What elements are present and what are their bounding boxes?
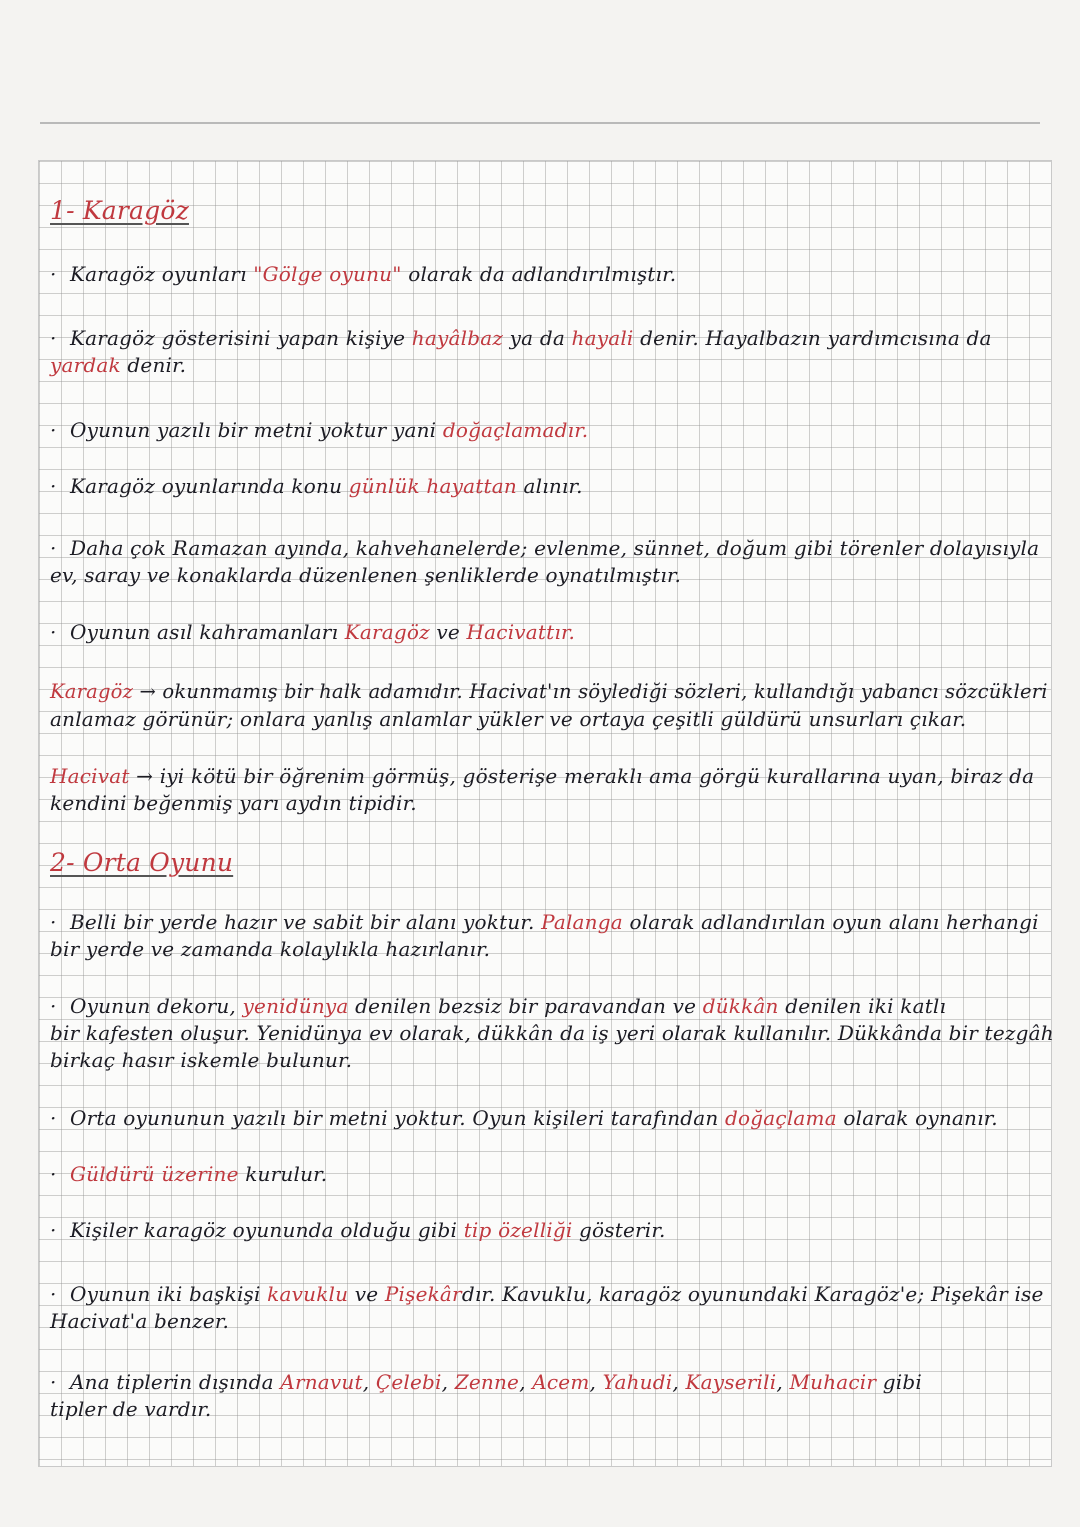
note-karagoz-desc-line1: Karagöz → okunmamış bir halk adamıdır. Hacivat'ın söylediği sözleri, kullandığı yabancı sözcükleri: [50, 680, 1048, 703]
note-tipler-line2: tipler de vardır.: [50, 1397, 212, 1421]
note-baskisi-line2: Hacivat'a benzer.: [50, 1309, 230, 1333]
note-hayalbaz-line1: · Karagöz gösterisini yapan kişiye hayâlbaz ya da hayali denir. Hayalbazın yardımcısına da: [50, 326, 992, 350]
note-dekor-line2: bir kafesten oluşur. Yenidünya ev olarak, dükkân da iş yeri olarak kullanılır. Dükkânda bir tezgâh: [50, 1021, 1054, 1045]
note-dekor-line3: birkaç hasır iskemle bulunur.: [50, 1048, 353, 1072]
page-top-rule: [40, 122, 1040, 124]
note-gunluk-hayat: · Karagöz oyunlarında konu günlük hayattan alınır.: [50, 474, 583, 498]
note-karagoz-golge: · Karagöz oyunları "Gölge oyunu" olarak da adlandırılmıştır.: [50, 262, 677, 286]
note-tip-ozelligi: · Kişiler karagöz oyununda olduğu gibi tip özelliği gösterir.: [50, 1218, 666, 1242]
note-dogaclama: · Oyunun yazılı bir metni yoktur yani doğaçlamadır.: [50, 418, 589, 442]
note-kahramanlar: · Oyunun asıl kahramanları Karagöz ve Hacivattır.: [50, 620, 576, 644]
note-palanga-line1: · Belli bir yerde hazır ve sabit bir alanı yoktur. Palanga olarak adlandırılan oyun alanı herhangi: [50, 910, 1039, 934]
note-ramazan-line1: · Daha çok Ramazan ayında, kahvehanelerde; evlenme, sünnet, doğum gibi törenler dolayısıyla: [50, 536, 1040, 560]
note-orta-dogaclama: · Orta oyununun yazılı bir metni yoktur. Oyun kişileri tarafından doğaçlama olarak oynanır.: [50, 1106, 998, 1130]
note-tipler-line1: · Ana tiplerin dışında Arnavut, Çelebi, Zenne, Acem, Yahudi, Kayserili, Muhacir gibi: [50, 1370, 922, 1394]
section-heading-orta-oyunu: 2- Orta Oyunu: [50, 848, 234, 877]
note-hacivat-desc-line2: kendini beğenmiş yarı aydın tipidir.: [50, 791, 417, 815]
note-ramazan-line2: ev, saray ve konaklarda düzenlenen şenliklerde oynatılmıştır.: [50, 563, 682, 587]
note-palanga-line2: bir yerde ve zamanda kolaylıkla hazırlanır.: [50, 937, 491, 961]
note-karagoz-desc-line2: anlamaz görünür; onlara yanlış anlamlar yükler ve ortaya çeşitli güldürü unsurları çıkar.: [50, 707, 967, 731]
note-guldurü: · Güldürü üzerine kurulur.: [50, 1162, 328, 1186]
note-hacivat-desc-line1: Hacivat → iyi kötü bir öğrenim görmüş, gösterişe meraklı ama görgü kurallarına uyan, biraz da: [50, 764, 1035, 788]
note-hayalbaz-line2: yardak denir.: [50, 353, 187, 377]
note-baskisi-line1: · Oyunun iki başkişi kavuklu ve Pişekârdır. Kavuklu, karagöz oyunundaki Karagöz'e; Pişekâr ise: [50, 1282, 1044, 1306]
note-dekor-line1: · Oyunun dekoru, yenidünya denilen bezsiz bir paravandan ve dükkân denilen iki katlı: [50, 994, 947, 1018]
section-heading-karagoz: 1- Karagöz: [50, 196, 189, 225]
